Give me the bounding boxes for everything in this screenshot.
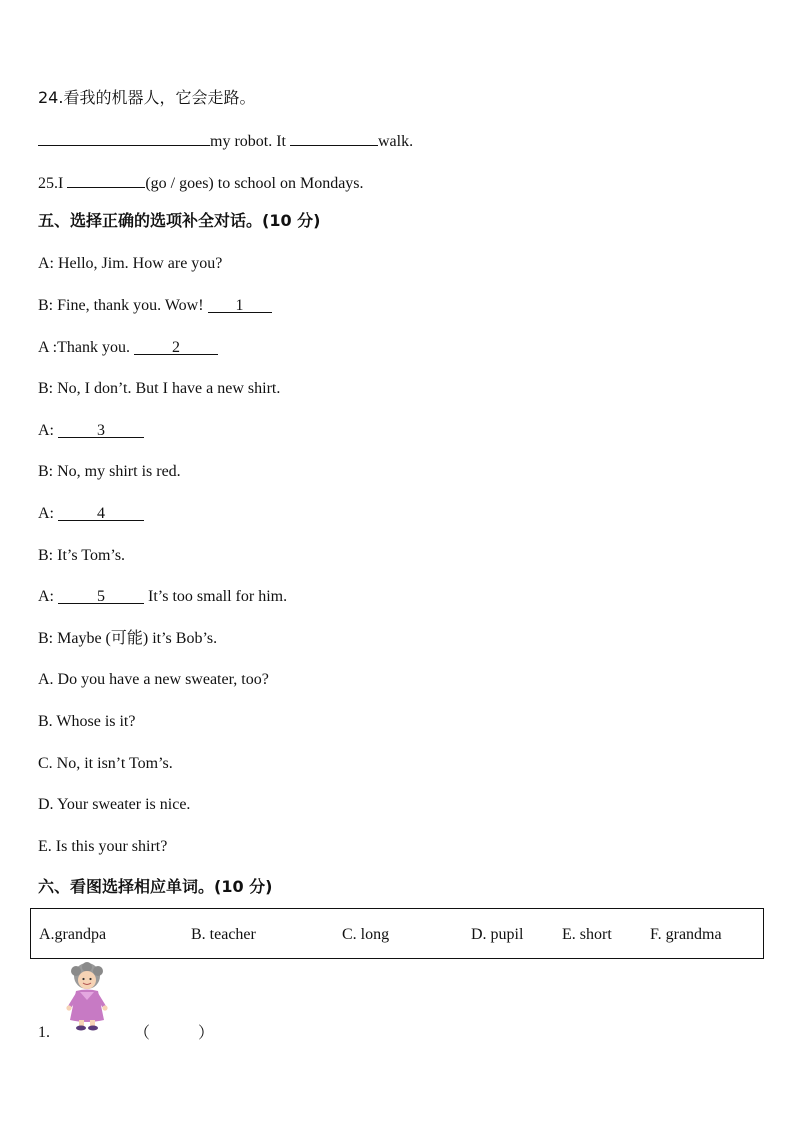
q24-text-1: my robot. It [210, 133, 290, 150]
dialogue-line [38, 462, 181, 482]
word-options-box [30, 908, 764, 959]
dialogue-speaker: B: [38, 380, 58, 397]
q24-prompt: 24.看我的机器人，它会走路。 [38, 88, 256, 107]
dialogue-speaker: A : [38, 339, 58, 356]
item1-paren-close: ） [198, 1023, 215, 1042]
section6-heading: 六、看图选择相应单词。(10 分) [38, 877, 273, 896]
dialogue-line [38, 629, 217, 649]
word-option-d: D. pupil [471, 926, 524, 943]
q24-text-2: walk. [378, 133, 414, 150]
q24-answer-line [38, 129, 413, 152]
dialogue-text: Maybe (可能) it’s Bob’s. [57, 630, 218, 647]
dialogue-line [38, 546, 125, 566]
dialogue-text: Hello, Jim. How are you? [58, 255, 223, 272]
q24-blank-1[interactable] [38, 129, 210, 146]
q25-prefix: 25.I [38, 175, 68, 192]
dialogue-line [38, 421, 144, 441]
word-option-b: B. teacher [191, 926, 256, 943]
dialogue-line [38, 587, 287, 607]
q24-blank-2[interactable] [290, 129, 378, 146]
q25-blank[interactable] [67, 171, 145, 188]
dialogue-text: No, my shirt is red. [57, 463, 181, 480]
option-b: B. Whose is it? [38, 713, 136, 730]
word-option-e: E. short [562, 926, 612, 943]
dialogue-speaker: A: [38, 422, 58, 439]
dialogue-text: It’s too small for him. [144, 588, 288, 605]
dialogue-line [38, 296, 272, 316]
q25-suffix: (go / goes) to school on Mondays. [145, 175, 364, 192]
dialogue-speaker: B: [38, 463, 58, 480]
option-c: C. No, it isn’t Tom’s. [38, 755, 173, 772]
dialogue-line [38, 504, 144, 524]
dialogue-speaker: A: [38, 255, 58, 272]
dialogue-speaker: B: [38, 547, 58, 564]
dialogue-line [38, 338, 218, 358]
dialogue-blank-5[interactable]: 5 [58, 587, 144, 604]
dialogue-speaker: B: [38, 630, 58, 647]
item1-number: 1. [38, 1024, 50, 1041]
dialogue-line [38, 254, 222, 274]
dialogue-blank-1[interactable]: 1 [208, 296, 272, 313]
word-option-c: C. long [342, 926, 390, 943]
dialogue-speaker: A: [38, 505, 58, 522]
dialogue-text: Thank you. [57, 339, 134, 356]
option-e: E. Is this your shirt? [38, 838, 168, 855]
option-d: D. Your sweater is nice. [38, 796, 191, 813]
dialogue-blank-4[interactable]: 4 [58, 504, 144, 521]
dialogue-text: It’s Tom’s. [57, 547, 126, 564]
item1-paren-open: （ [134, 1023, 151, 1042]
word-option-a: A.grandpa [39, 926, 107, 943]
dialogue-blank-2[interactable]: 2 [134, 338, 218, 355]
dialogue-line [38, 379, 280, 399]
dialogue-text: Fine, thank you. Wow! [57, 297, 208, 314]
word-option-f: F. grandma [650, 926, 722, 943]
grandma-figure-icon [62, 962, 112, 1032]
option-a: A. Do you have a new sweater, too? [38, 671, 269, 688]
dialogue-blank-3[interactable]: 3 [58, 421, 144, 438]
dialogue-speaker: B: [38, 297, 58, 314]
dialogue-text: No, I don’t. But I have a new shirt. [57, 380, 281, 397]
q25-line [38, 171, 364, 194]
item1-answer-field[interactable] [152, 1020, 202, 1040]
section5-heading: 五、选择正确的选项补全对话。(10 分) [38, 211, 321, 230]
dialogue-speaker: A: [38, 588, 58, 605]
